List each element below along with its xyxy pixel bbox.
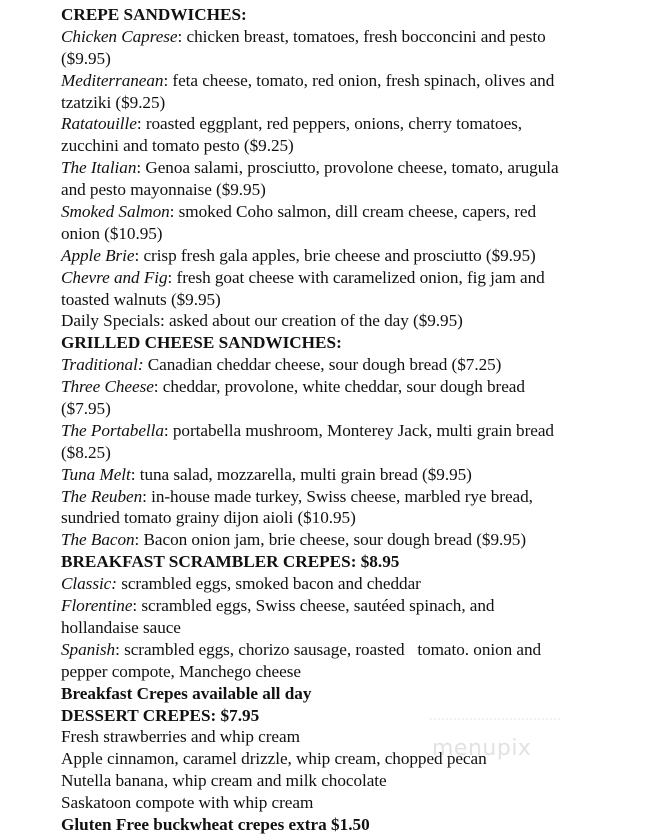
item-description-cont: toasted walnuts ($9.95): [61, 289, 221, 309]
menu-item-the-italian: [61, 157, 641, 179]
dessert-item-nutella-banana: Nutella banana, whip cream and milk chocolate: [61, 771, 387, 791]
item-description-cont: ($7.95): [61, 399, 111, 419]
item-description: : tuna salad, mozzarella, multi grain bread ($9.95): [130, 464, 472, 484]
item-description: : scrambled eggs, chorizo sausage, roasted tomato. onion and: [115, 639, 542, 659]
item-description: : smoked Coho salmon, dill cream cheese, capers, red: [169, 202, 537, 222]
item-name: Ratatouille: [61, 114, 137, 134]
item-description: : feta cheese, tomato, red onion, fresh spinach, olives and: [163, 70, 555, 90]
item-description-cont: zucchini and tomato pesto ($9.25): [61, 136, 294, 156]
item-description: : cheddar, provolone, white cheddar, sour dough bread: [153, 377, 525, 397]
menu-item-tuna-melt: [61, 464, 641, 486]
menu-item-the-portabella: [61, 420, 641, 442]
item-name: The Italian: [61, 158, 137, 178]
item-name: Apple Brie: [61, 245, 135, 265]
item-name: Classic:: [61, 574, 117, 594]
item-description-cont: onion ($10.95): [61, 223, 163, 243]
menu-item-the-reuben: [61, 486, 641, 508]
watermark-decoration: [430, 718, 560, 724]
item-name: Florentine: [61, 596, 133, 616]
section-heading-grilled-cheese: GRILLED CHEESE SANDWICHES:: [61, 333, 342, 353]
item-name: Spanish: [61, 639, 116, 659]
menu-item-ratatouille: [61, 113, 641, 135]
menu-item-chicken-caprese: [61, 26, 641, 48]
menu-item-traditional: [61, 354, 641, 376]
menu-page: [61, 4, 641, 836]
breakfast-note: Breakfast Crepes available all day: [61, 683, 312, 703]
section-heading-breakfast-scrambler: BREAKFAST SCRAMBLER CREPES: $8.95: [61, 552, 400, 572]
menu-item-the-bacon: [61, 529, 641, 551]
item-description: : crisp fresh gala apples, brie cheese and prosciutto ($9.95): [134, 245, 536, 265]
daily-specials: Daily Specials: asked about our creation of the day ($9.95): [61, 311, 463, 331]
item-description-cont: tzatziki ($9.25): [61, 92, 166, 112]
menu-item-chevre-and-fig: [61, 267, 641, 289]
item-name: Chevre and Fig: [61, 267, 168, 287]
item-description-cont: sundried tomato grainy dijon aioli ($10.95): [61, 508, 356, 528]
section-heading-dessert: DESSERT CREPES: $7.95: [61, 705, 260, 725]
item-name: Traditional:: [61, 355, 144, 375]
item-description: scrambled eggs, smoked bacon and cheddar: [116, 574, 421, 594]
item-description-cont: ($8.25): [61, 442, 111, 462]
item-description: : scrambled eggs, Swiss cheese, sautéed spinach, and: [132, 596, 495, 616]
item-description-cont: ($9.95): [61, 48, 111, 68]
dessert-item-saskatoon: Saskatoon compote with whip cream: [61, 793, 314, 813]
item-description: : chicken breast, tomatoes, fresh bocconcini and pesto: [177, 26, 546, 46]
menu-item-florentine: [61, 595, 641, 617]
gluten-free-note: Gluten Free buckwheat crepes extra $1.50: [61, 814, 370, 834]
item-description: Canadian cheddar cheese, sour dough bread ($7.25): [143, 355, 502, 375]
item-name: The Reuben: [61, 486, 143, 506]
item-description: : roasted eggplant, red peppers, onions, cherry tomatoes,: [136, 114, 523, 134]
menu-item-apple-brie: [61, 245, 641, 267]
dessert-item-strawberries: Fresh strawberries and whip cream: [61, 727, 300, 747]
item-description: : portabella mushroom, Monterey Jack, multi grain bread: [163, 420, 554, 440]
item-description: : Bacon onion jam, brie cheese, sour dough bread ($9.95): [134, 530, 526, 550]
menu-item-classic: [61, 573, 641, 595]
item-description: : fresh goat cheese with caramelized onion, fig jam and: [167, 267, 545, 287]
item-description-cont: hollandaise sauce: [61, 617, 181, 637]
section-heading-crepe-sandwiches: CREPE SANDWICHES:: [61, 5, 247, 24]
item-description-cont: and pesto mayonnaise ($9.95): [61, 180, 266, 200]
menu-item-three-cheese: [61, 376, 641, 398]
item-name: Smoked Salmon: [61, 202, 170, 222]
item-name: The Bacon: [61, 530, 135, 550]
menu-item-smoked-salmon: [61, 201, 641, 223]
dessert-item-apple-cinnamon: Apple cinnamon, caramel drizzle, whip cream, chopped pecan: [61, 749, 487, 769]
item-name: Chicken Caprese: [61, 26, 178, 46]
item-description: : in-house made turkey, Swiss cheese, marbled rye bread,: [142, 486, 533, 506]
item-description: : Genoa salami, prosciutto, provolone cheese, tomato, arugula: [136, 158, 559, 178]
menu-item-mediterranean: [61, 70, 641, 92]
item-name: Tuna Melt: [61, 464, 131, 484]
item-name: Three Cheese: [61, 377, 154, 397]
item-description-cont: pepper compote, Manchego cheese: [61, 661, 301, 681]
watermark-logo: menupix: [432, 736, 532, 761]
item-name: The Portabella: [61, 420, 164, 440]
menu-item-spanish: [61, 639, 641, 661]
item-name: Mediterranean: [61, 70, 164, 90]
